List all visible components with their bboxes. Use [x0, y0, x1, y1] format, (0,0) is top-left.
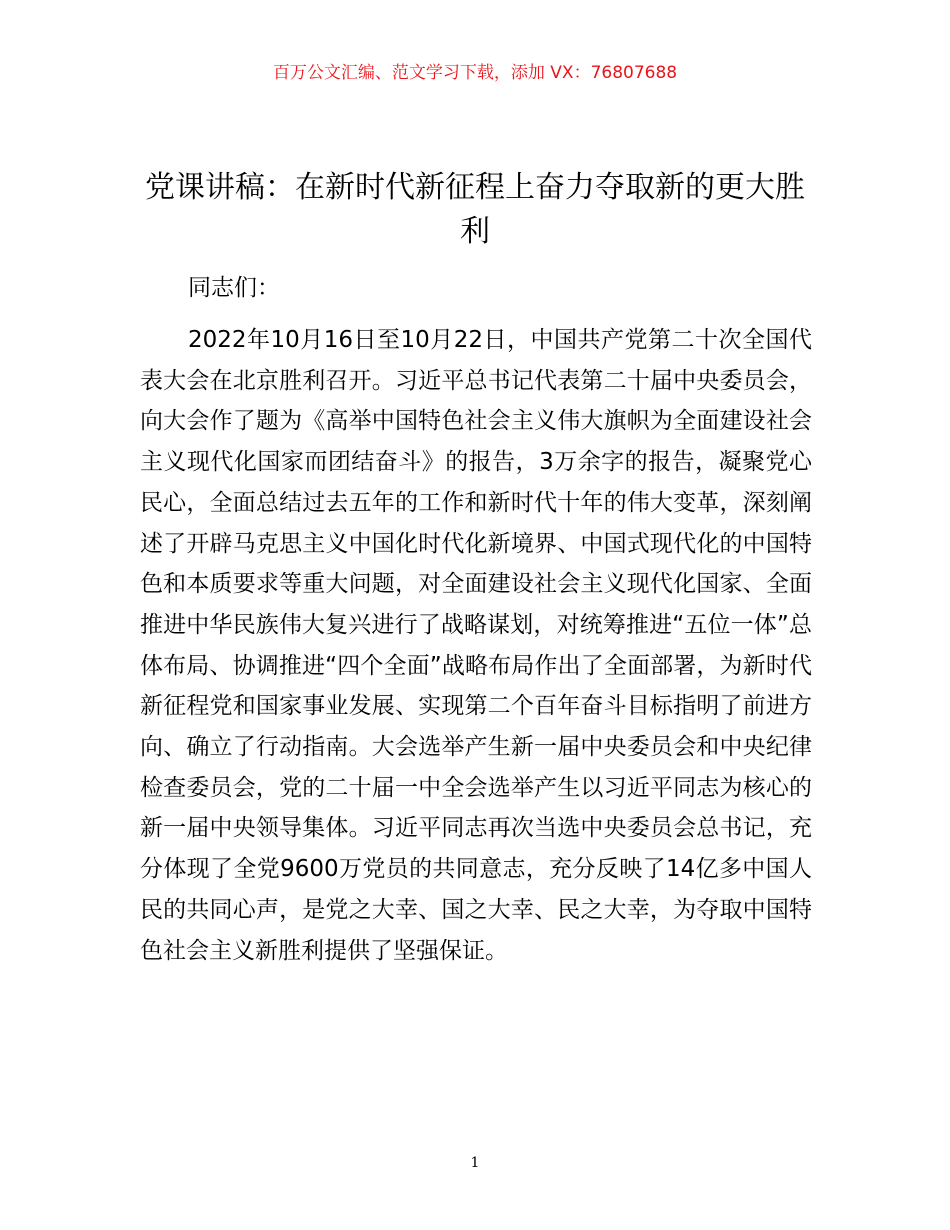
page-number: 1: [470, 1155, 480, 1171]
header-watermark: 百万公文汇编、范文学习下载，添加 VX：76807688: [272, 63, 678, 83]
document-title: 党课讲稿：在新时代新征程上奋力夺取新的更大胜利: [145, 170, 805, 249]
salutation: 同志们：: [188, 275, 280, 301]
body-paragraph: 2022年10月16日至10月22日，中国共产党第二十次全国代表大会在北京胜利召开。习近平总书记代表第二十届中央委员会，向大会作了题为《高举中国特色社会主义伟大旗帜为全面建设社会主义现代化国家而团结奋斗》的报告，3万余字的报告，凝聚党心民心，全面总结过去五年的工作和新时代十年的伟大变革，深刻阐述了开辟马克思主义中国化时代化新境界、中国式现代化的中国特色和本质要求等重大问题，对全面建设社会主义现代化国家、全面推进中华民族伟大复兴进行了战略谋划，对统筹推进“五位一体”总体布局、协调推进“四个全面”战略布局作出了全面部署，为新时代新征程党和国家事业发展、实现第二个百年奋斗目标指明了前进方向、确立了行动指南。大会选举产生新一届中央委员会和中央纪律检查委员会，党的二十届一中全会选举产生以习近平同志为核心的新一届中央领导集体。习近平同志再次当选中央委员会总书记，充分体现了全党9600万党员的共同意志，充分反映了14亿多中国人民的共同心声，是党之大幸、国之大幸、民之大幸，为夺取中国特色社会主义新胜利提供了坚强保证。: [140, 327, 812, 964]
